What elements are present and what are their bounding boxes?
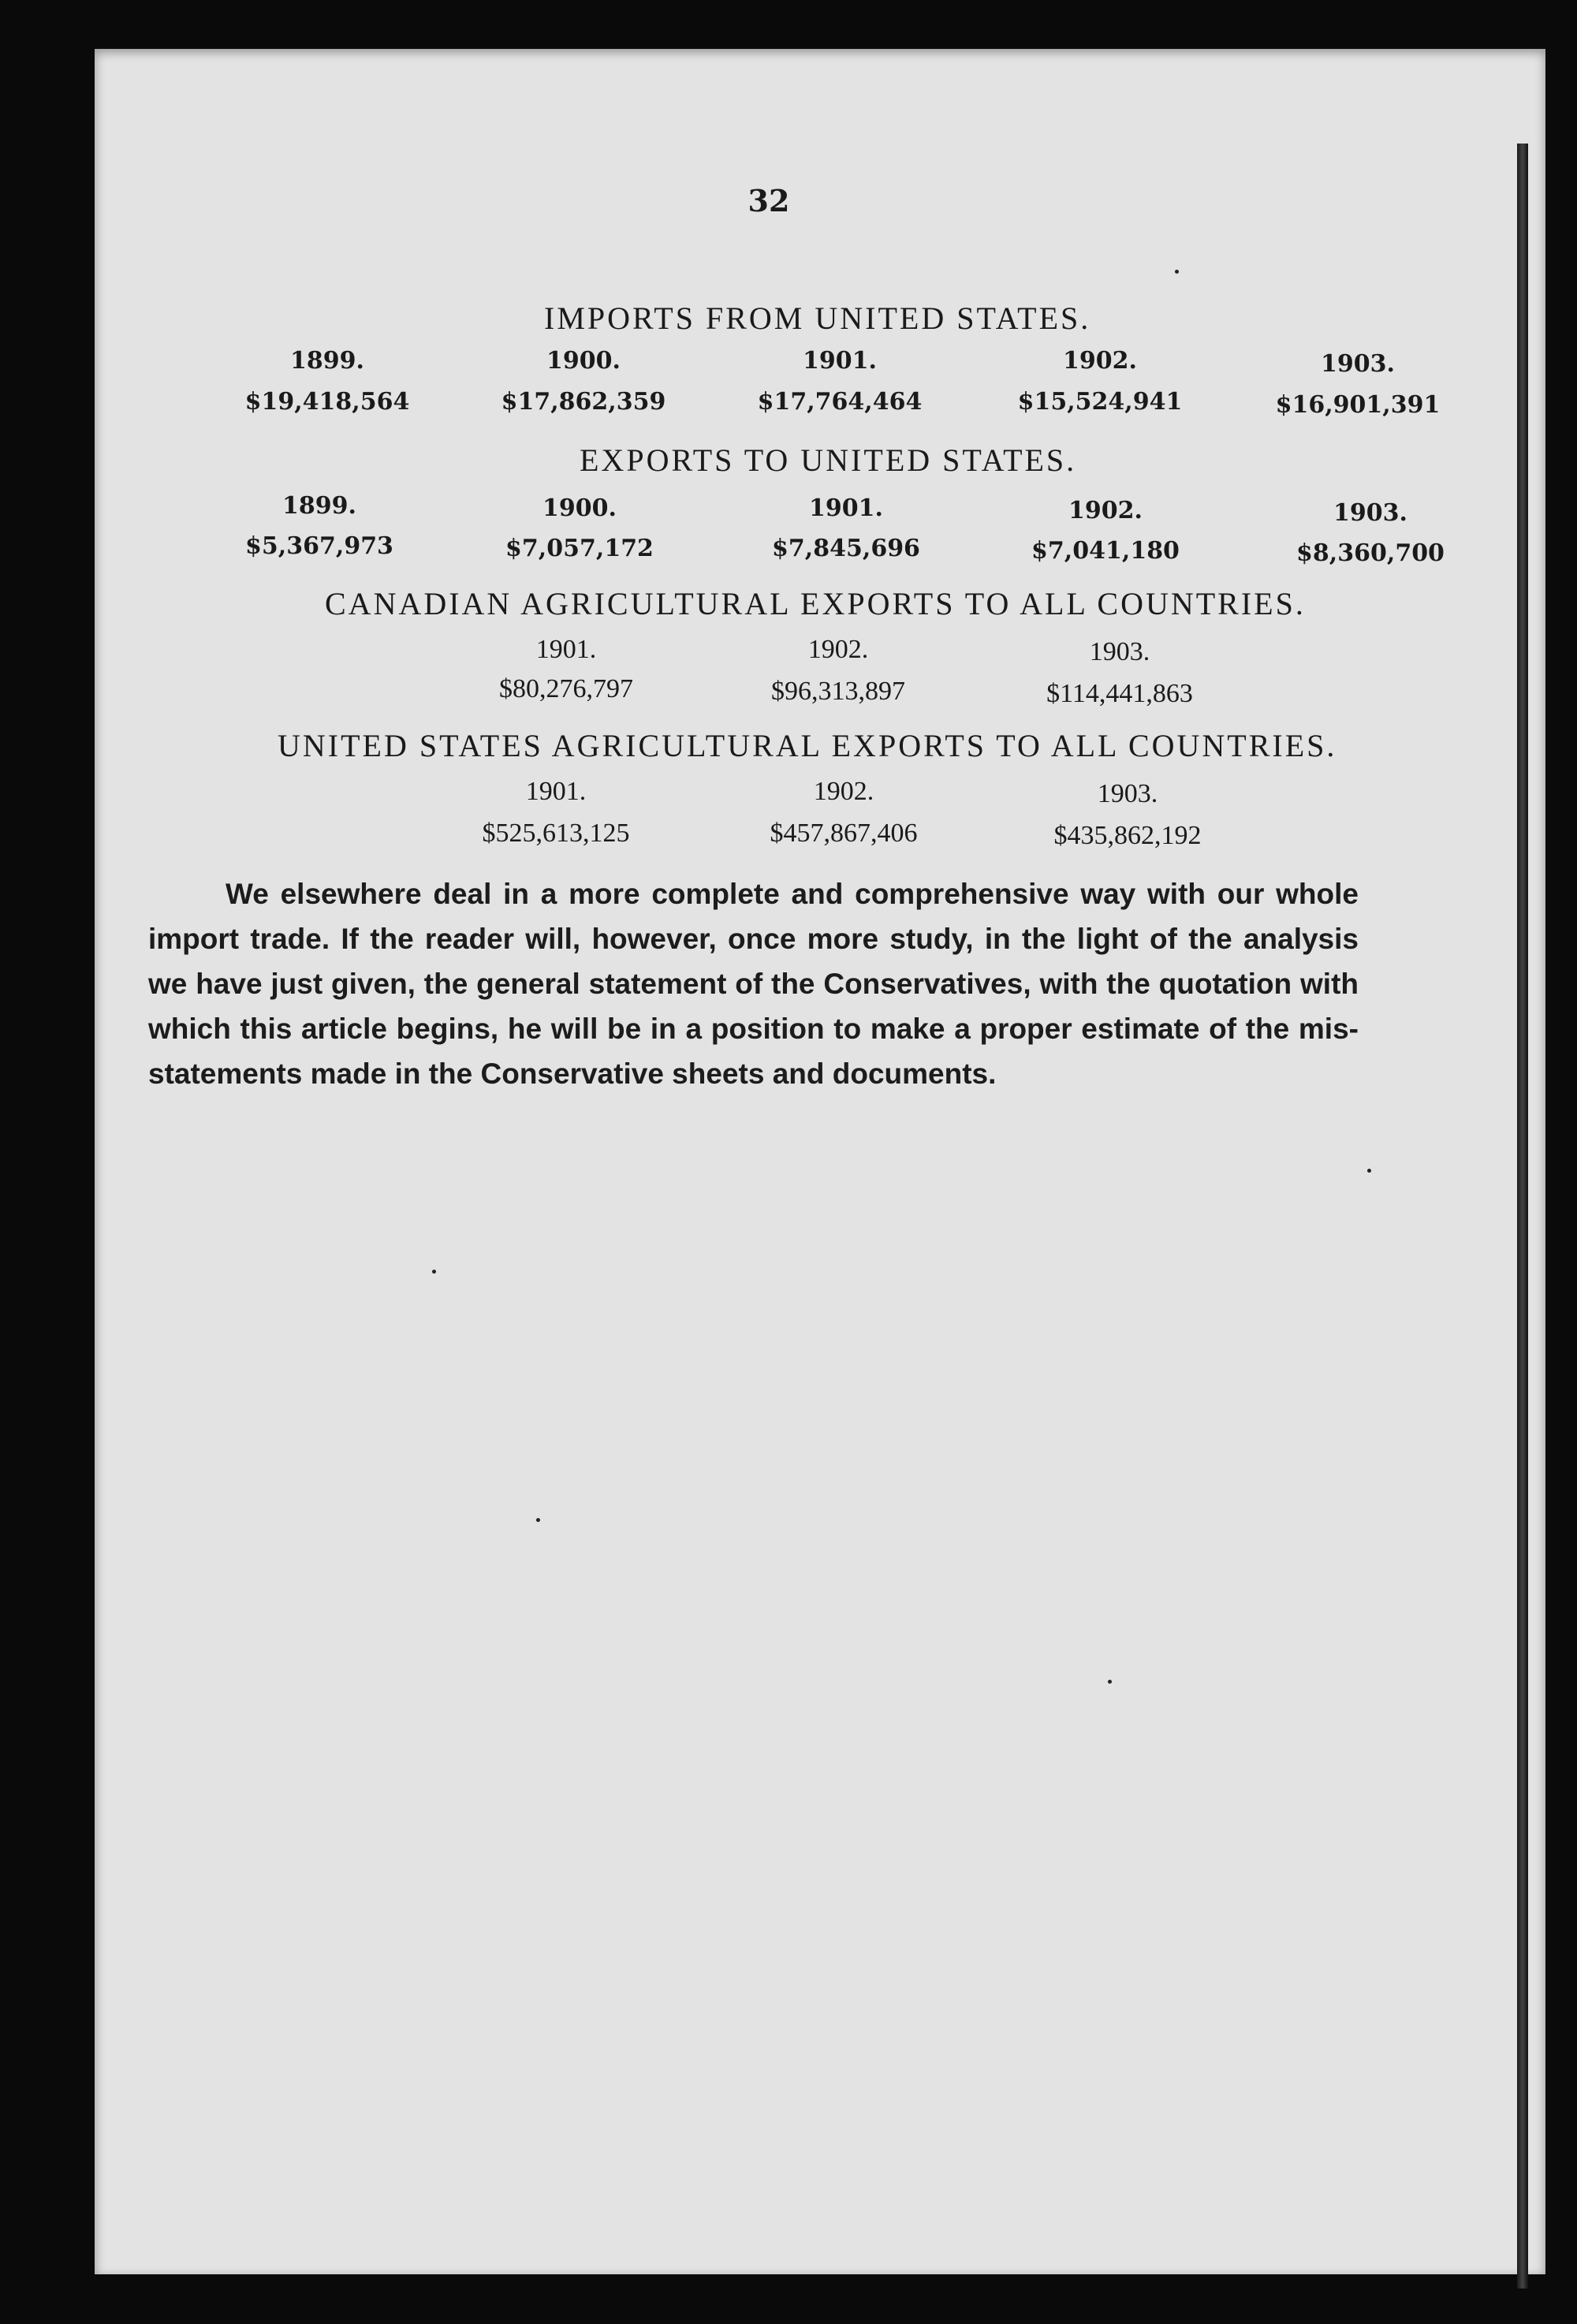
year-label: 1901. bbox=[525, 777, 587, 806]
value-cell: $435,862,192 bbox=[1053, 821, 1202, 850]
value-cell: $7,041,180 bbox=[1031, 537, 1180, 565]
value-cell: $15,524,941 bbox=[1017, 388, 1183, 416]
scan-speck bbox=[1108, 1680, 1112, 1684]
value-cell: $19,418,564 bbox=[244, 388, 410, 416]
value-cell: $17,764,464 bbox=[757, 388, 923, 416]
year-label: 1899. bbox=[282, 492, 356, 520]
value-cell: $457,867,406 bbox=[770, 819, 918, 848]
year-label: 1901. bbox=[809, 494, 883, 522]
value-cell: $16,901,391 bbox=[1275, 391, 1441, 419]
section-title: EXPORTS TO UNITED STATES. bbox=[580, 442, 1077, 478]
year-label: 1903. bbox=[1333, 499, 1407, 527]
year-label: 1901. bbox=[803, 347, 877, 375]
section-title: CANADIAN AGRICULTURAL EXPORTS TO ALL COUNTRIES. bbox=[325, 586, 1306, 621]
value-cell: $7,845,696 bbox=[772, 535, 920, 562]
scan-speck bbox=[432, 1270, 436, 1274]
year-label: 1900. bbox=[542, 494, 617, 522]
section-title: IMPORTS FROM UNITED STATES. bbox=[544, 300, 1091, 336]
year-label: 1902. bbox=[1068, 497, 1143, 524]
scan-speck bbox=[536, 1518, 540, 1522]
year-label: 1902. bbox=[1063, 347, 1137, 375]
value-cell: $5,367,973 bbox=[245, 532, 393, 560]
year-label: 1903. bbox=[1089, 637, 1150, 666]
value-cell: $17,862,359 bbox=[501, 388, 666, 416]
section-title: UNITED STATES AGRICULTURAL EXPORTS TO ALL COUNTRIES. bbox=[278, 728, 1337, 763]
value-cell: $114,441,863 bbox=[1046, 679, 1193, 708]
year-label: 1903. bbox=[1097, 779, 1158, 808]
page-edge-shadow bbox=[1517, 144, 1528, 2289]
body-paragraph: We elsewhere deal in a more complete and comprehensive way with our whole import trade. If the reader will, however, once more study, in the light of the analysis we have just given, the general statement of the Conservatives, with the quotation with which this article begins, he will be in a position to make a proper estimate of the mis-statements made in the Conservative sheets and documents. bbox=[148, 878, 1359, 1090]
value-cell: $80,276,797 bbox=[499, 674, 633, 703]
year-label: 1902. bbox=[807, 635, 869, 664]
year-label: 1899. bbox=[290, 347, 364, 375]
value-cell: $525,613,125 bbox=[482, 819, 630, 848]
scan-speck bbox=[1367, 1169, 1371, 1173]
year-label: 1903. bbox=[1321, 350, 1395, 378]
year-label: 1901. bbox=[535, 635, 597, 664]
year-label: 1900. bbox=[546, 347, 621, 375]
value-cell: $8,360,700 bbox=[1296, 539, 1445, 567]
scanned-page bbox=[95, 49, 1545, 2274]
scan-speck bbox=[1175, 270, 1179, 274]
value-cell: $96,313,897 bbox=[771, 677, 905, 706]
page-number: 32 bbox=[747, 183, 790, 218]
value-cell: $7,057,172 bbox=[505, 535, 654, 562]
year-label: 1902. bbox=[813, 777, 874, 806]
